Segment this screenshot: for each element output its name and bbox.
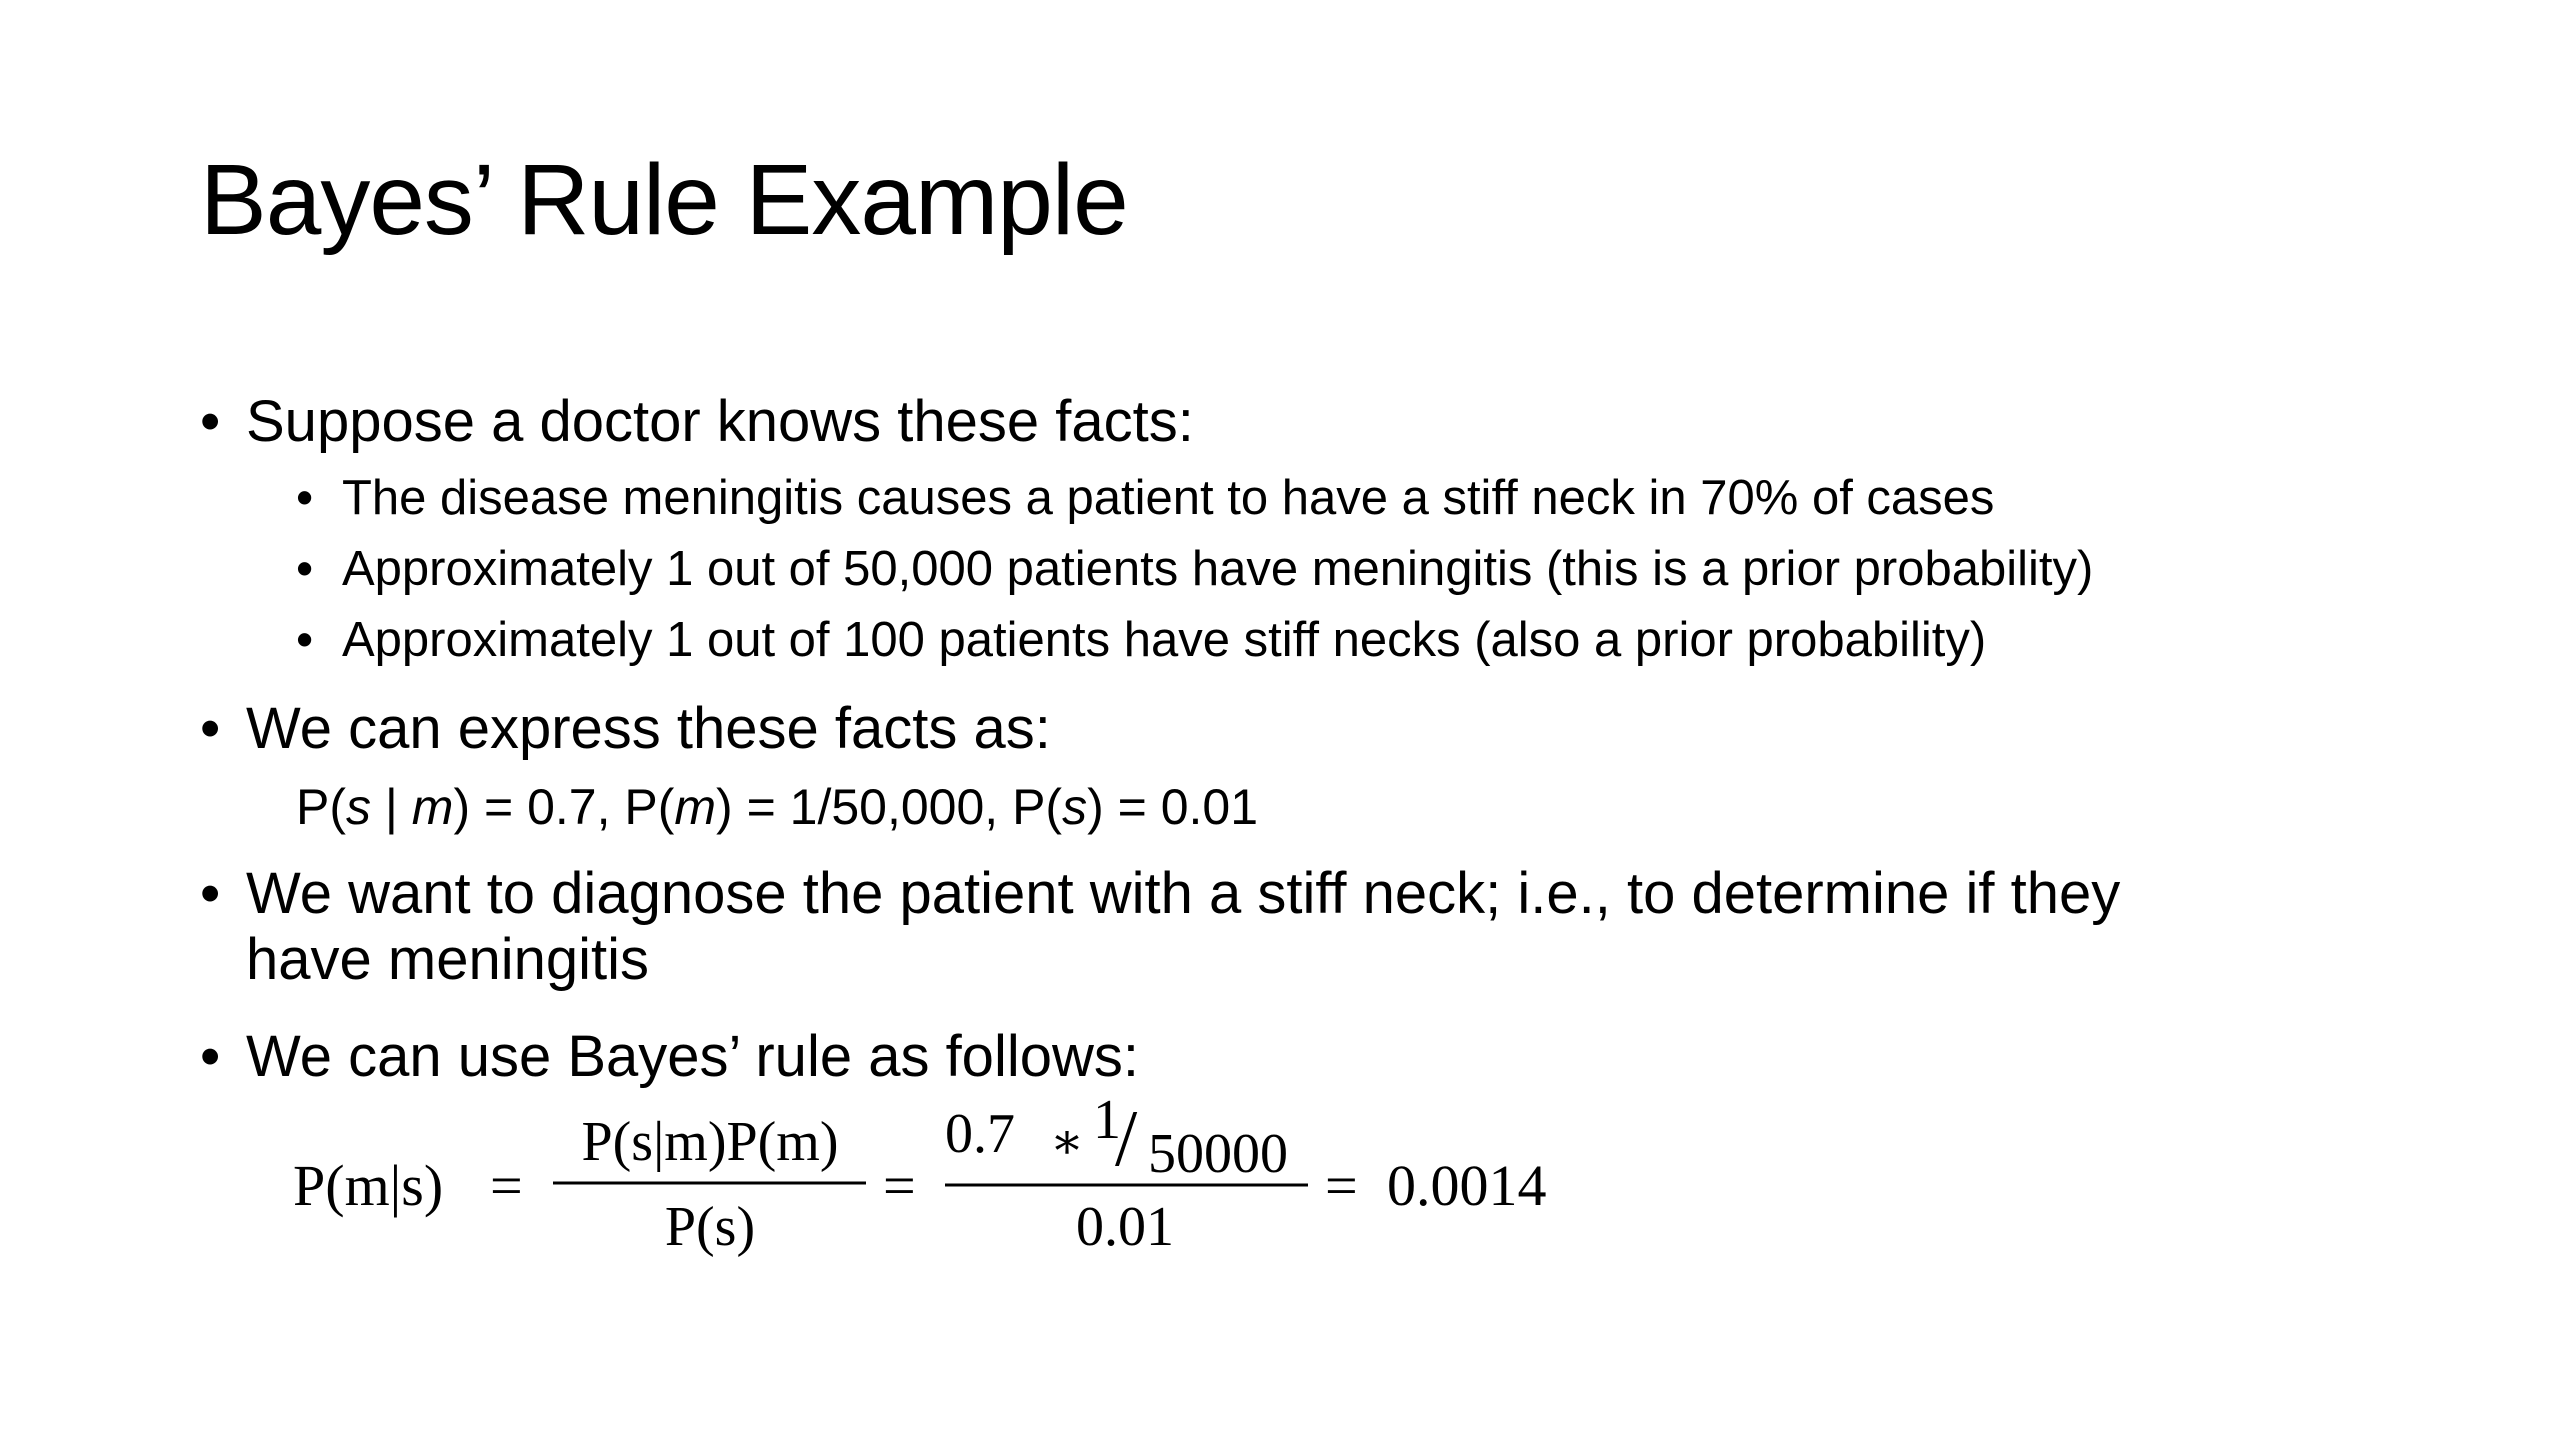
bullet-dot: •	[200, 861, 221, 926]
formula-equals-3: =	[1325, 1153, 1358, 1218]
expr-part: ) = 1/50,000, P(	[716, 779, 1063, 835]
probability-expression	[296, 780, 1258, 835]
bullet-dot: •	[200, 1024, 221, 1089]
fraction-2-one: 1	[1093, 1089, 1121, 1151]
formula-lhs: P(m|s)	[293, 1153, 444, 1218]
expr-part: ) = 0.01	[1087, 779, 1259, 835]
bullet-2-text: We can express these facts as:	[246, 696, 1051, 761]
bullet-4-text: We can use Bayes’ rule as follows:	[246, 1024, 1139, 1089]
fraction-2-denominator: 0.01	[1076, 1196, 1174, 1258]
sub-bullet-2-text: Approximately 1 out of 50,000 patients have meningitis (this is a prior probability)	[342, 542, 2094, 596]
expr-var-m: m	[674, 779, 717, 835]
bullet-dot: •	[200, 696, 221, 761]
sub-bullet-3-text: Approximately 1 out of 100 patients have stiff necks (also a prior probability)	[342, 613, 1987, 667]
expr-var-s: s	[1062, 779, 1088, 835]
bullet-3-text-line-2: have meningitis	[246, 927, 649, 992]
fraction-2-inner-denominator: 50000	[1148, 1123, 1288, 1185]
bullet-1-text: Suppose a doctor knows these facts:	[246, 389, 1194, 454]
expr-var-s: s	[346, 779, 371, 835]
expr-part: P(	[296, 779, 346, 835]
formula-equals-1: =	[490, 1153, 523, 1218]
sub-bullet-1-text: The disease meningitis causes a patient to have a stiff neck in 70% of cases	[342, 471, 1995, 525]
formula-result: 0.0014	[1387, 1153, 1547, 1218]
sub-bullet-dot: •	[296, 613, 314, 667]
bullet-dot: •	[200, 389, 221, 454]
sub-bullet-dot: •	[296, 471, 314, 525]
fraction-2-numerator-value: 0.7	[945, 1103, 1015, 1165]
expr-part: |	[371, 779, 412, 835]
formula-equals-2: =	[883, 1153, 916, 1218]
sub-bullet-dot: •	[296, 542, 314, 596]
fraction-2-slash: /	[1115, 1095, 1138, 1183]
fraction-2-times: ∗	[1050, 1113, 1084, 1169]
expr-var-m: m	[411, 779, 454, 835]
slide-title: Bayes’ Rule Example	[200, 144, 1128, 256]
fraction-1-denominator: P(s)	[664, 1196, 756, 1258]
bullet-3-text-line-1: We want to diagnose the patient with a stiff neck; i.e., to determine if they	[246, 861, 2121, 926]
expr-part: ) = 0.7, P(	[453, 779, 675, 835]
fraction-1-numerator: P(s|m)P(m)	[581, 1111, 839, 1173]
